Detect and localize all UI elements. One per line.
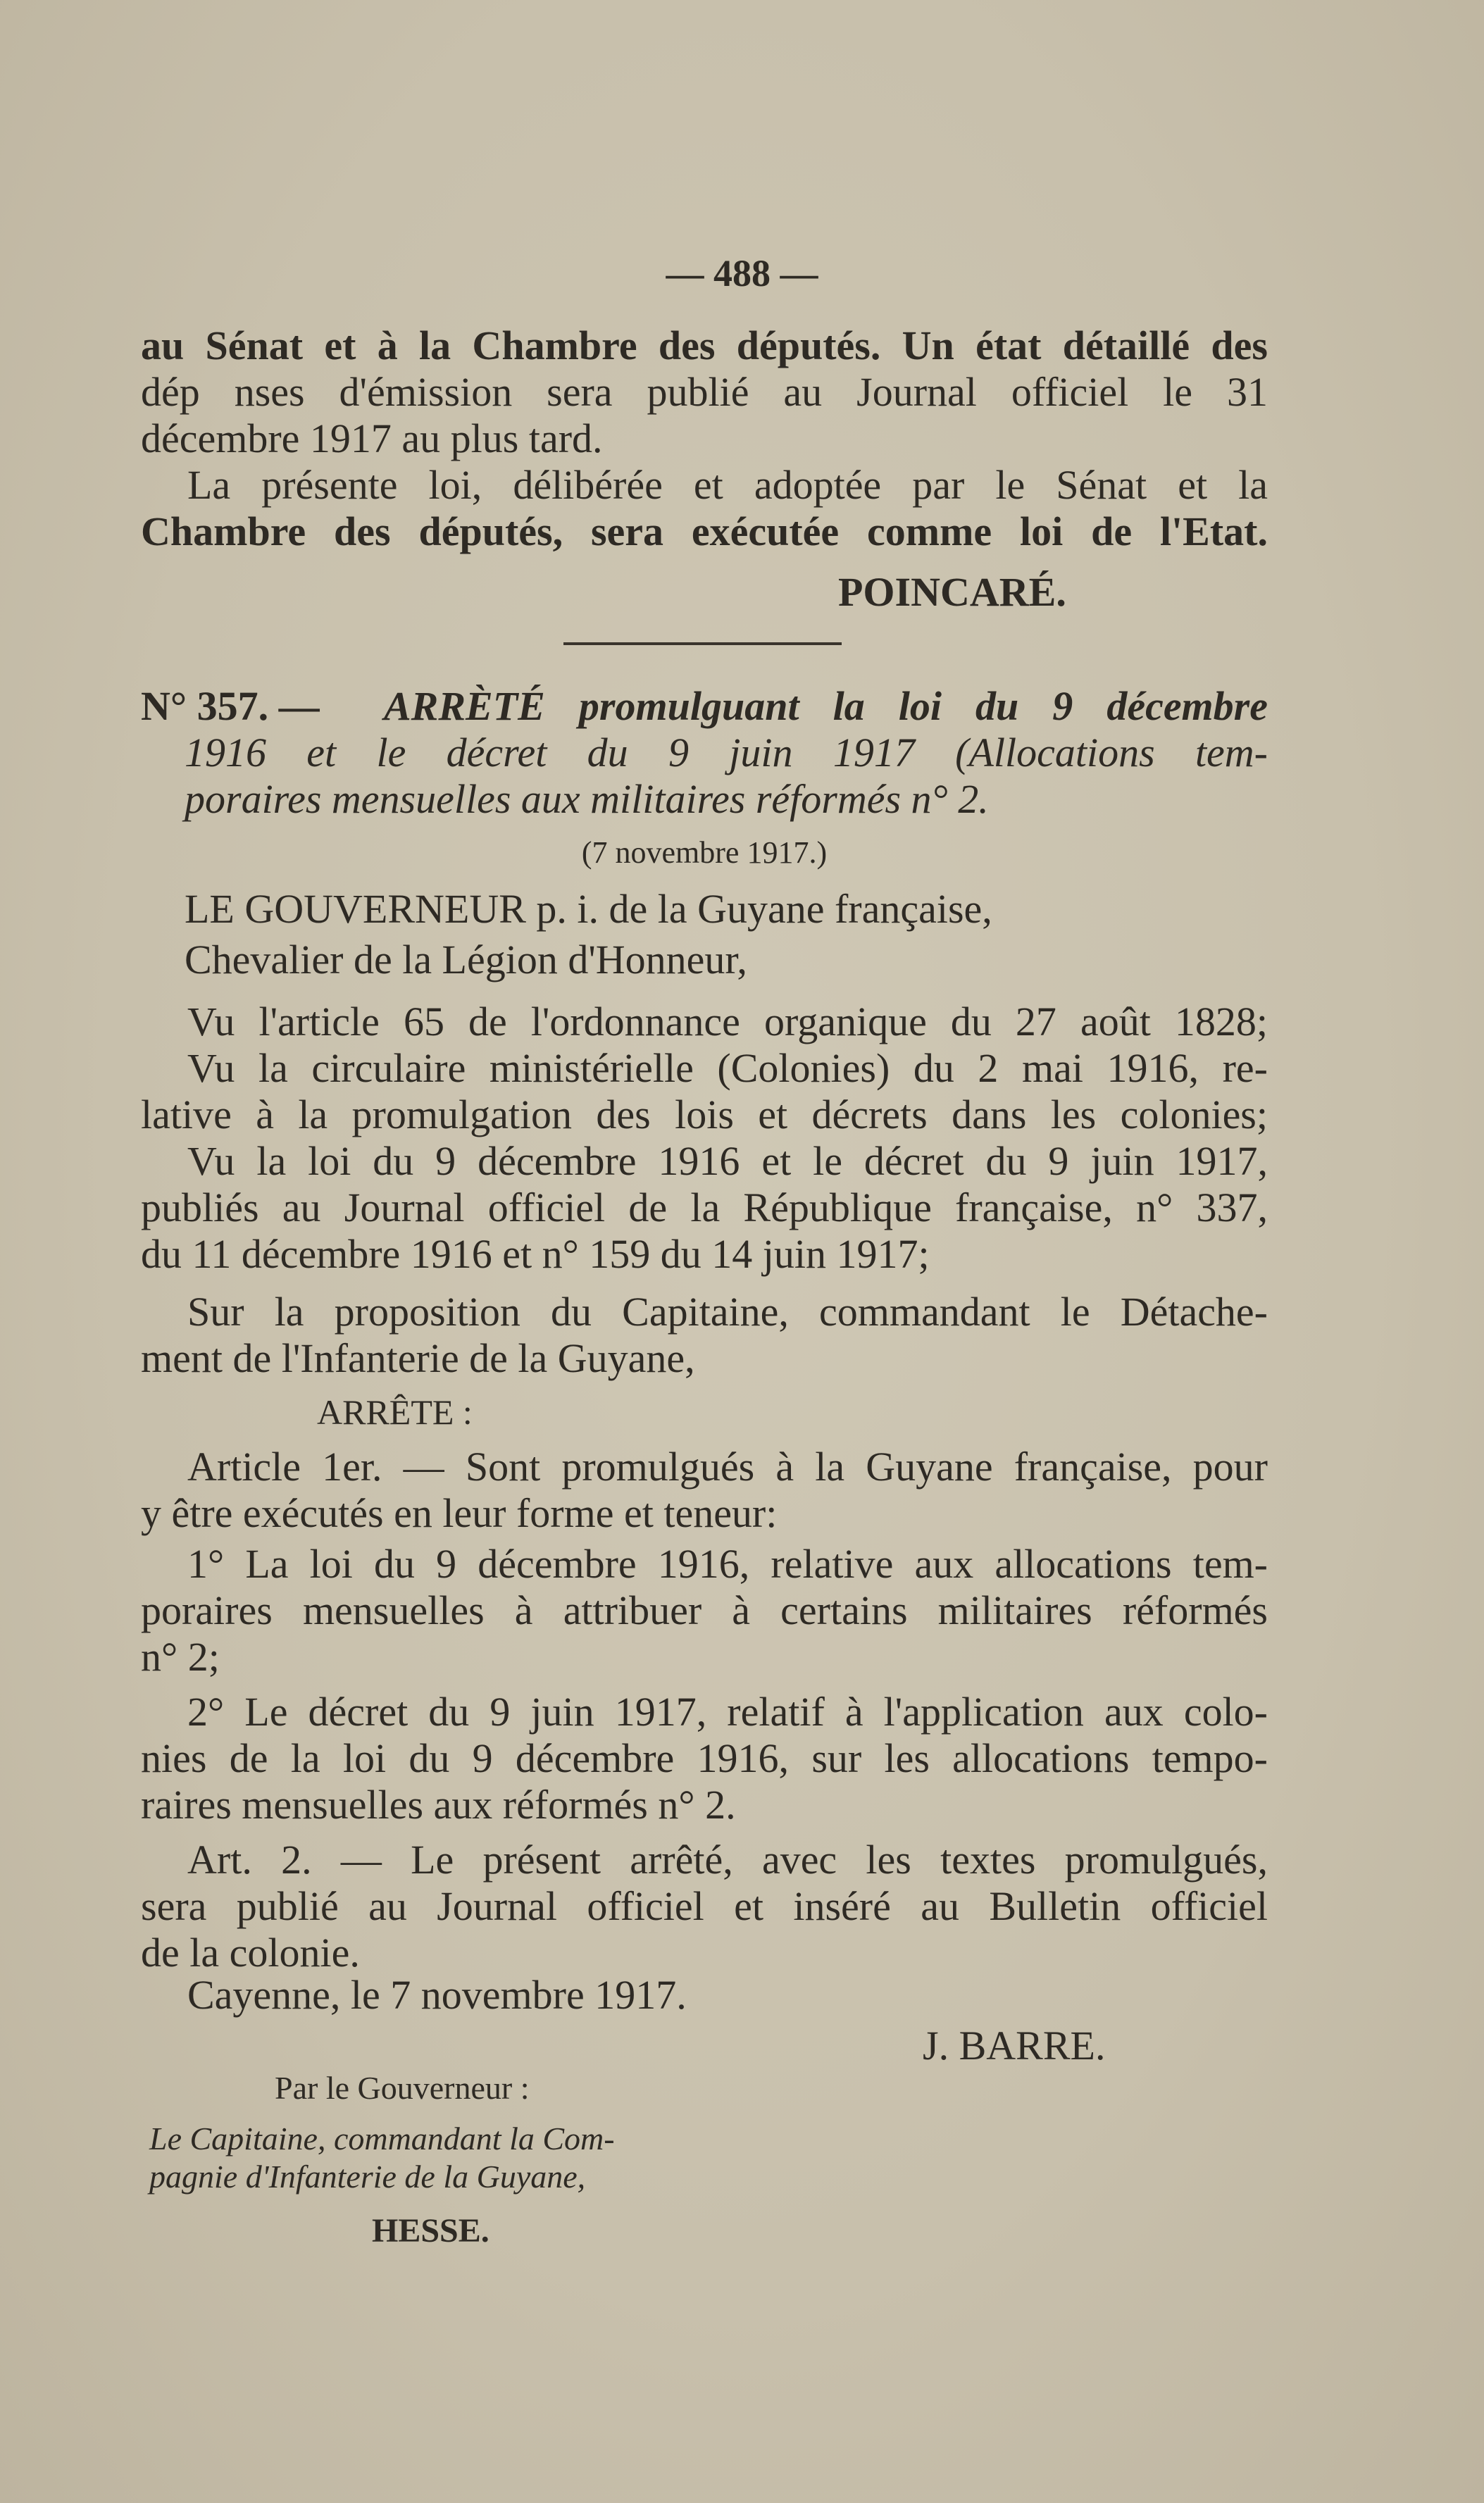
text-line: 1° La loi du 9 décembre 1916, relative aux allocations tem-: [187, 1541, 1268, 1587]
text-line: y être exécutés en leur forme et teneur:: [141, 1490, 778, 1536]
text-line: 2° Le décret du 9 juin 1917, relatif à l'application aux colo-: [187, 1689, 1268, 1735]
text-line: lative à la promulgation des lois et décrets dans les colonies;: [141, 1092, 1268, 1137]
page-number: — 488 —: [666, 252, 818, 294]
signature-poincare: POINCARÉ.: [838, 569, 1066, 615]
decree-date: (7 novembre 1917.): [581, 835, 828, 870]
text-line: Article 1er. — Sont promulgués à la Guyane française, pour: [187, 1444, 1268, 1490]
text-line: au Sénat et à la Chambre des députés. Un état détaillé des: [141, 323, 1268, 368]
text-line: du 11 décembre 1916 et n° 159 du 14 juin 1917;: [141, 1231, 930, 1277]
governor-title: LE GOUVERNEUR p. i. de la Guyane française,: [185, 886, 992, 932]
text-line: La présente loi, délibérée et adoptée par le Sénat et la: [187, 462, 1268, 508]
signature-hesse: HESSE.: [372, 2212, 490, 2249]
text-line: sera publié au Journal officiel et inséré au Bulletin officiel: [141, 1883, 1268, 1929]
arrete-heading: ARRÊTE :: [317, 1392, 473, 1432]
signature-barre: J. BARRE.: [923, 2023, 1106, 2068]
text-line: de la colonie.: [141, 1930, 360, 1975]
decree-title: ARRÈTÉ promulguant la loi du 9 décembre: [384, 683, 1268, 729]
decree-title: poraires mensuelles aux militaires réformés n° 2.: [185, 776, 989, 822]
text-line: Sur la proposition du Capitaine, commandant le Détache-: [187, 1289, 1268, 1335]
by-governor: Par le Gouverneur :: [275, 2070, 530, 2106]
text-line: Vu l'article 65 de l'ordonnance organique du 27 août 1828;: [187, 999, 1268, 1044]
separator-rule: [563, 642, 842, 645]
text-line: dép nses d'émission sera publié au Journal officiel le 31: [141, 369, 1268, 415]
text-line: Art. 2. — Le présent arrêté, avec les textes promulgués,: [187, 1837, 1268, 1883]
text-line: n° 2;: [141, 1634, 220, 1680]
decree-title: 1916 et le décret du 9 juin 1917 (Allocations tem-: [185, 730, 1268, 775]
text-line: poraires mensuelles à attribuer à certains militaires réformés: [141, 1587, 1268, 1633]
text-line: publiés au Journal officiel de la République française, n° 337,: [141, 1185, 1268, 1230]
decree-number: N° 357. —: [141, 683, 320, 729]
captain-line: pagnie d'Infanterie de la Guyane,: [149, 2159, 586, 2195]
text-line: Vu la loi du 9 décembre 1916 et le décret du 9 juin 1917,: [187, 1138, 1268, 1184]
place-date: Cayenne, le 7 novembre 1917.: [187, 1972, 687, 2018]
text-line: Vu la circulaire ministérielle (Colonies) du 2 mai 1916, re-: [187, 1045, 1268, 1091]
captain-line: Le Capitaine, commandant la Com-: [149, 2121, 615, 2156]
text-line: ment de l'Infanterie de la Guyane,: [141, 1335, 695, 1381]
text-line: raires mensuelles aux réformés n° 2.: [141, 1782, 736, 1828]
text-line: Chambre des députés, sera exécutée comme loi de l'Etat.: [141, 508, 1268, 554]
text-line: nies de la loi du 9 décembre 1916, sur les allocations tempo-: [141, 1735, 1268, 1781]
text-line: décembre 1917 au plus tard.: [141, 416, 603, 461]
governor-honour: Chevalier de la Légion d'Honneur,: [185, 937, 747, 982]
